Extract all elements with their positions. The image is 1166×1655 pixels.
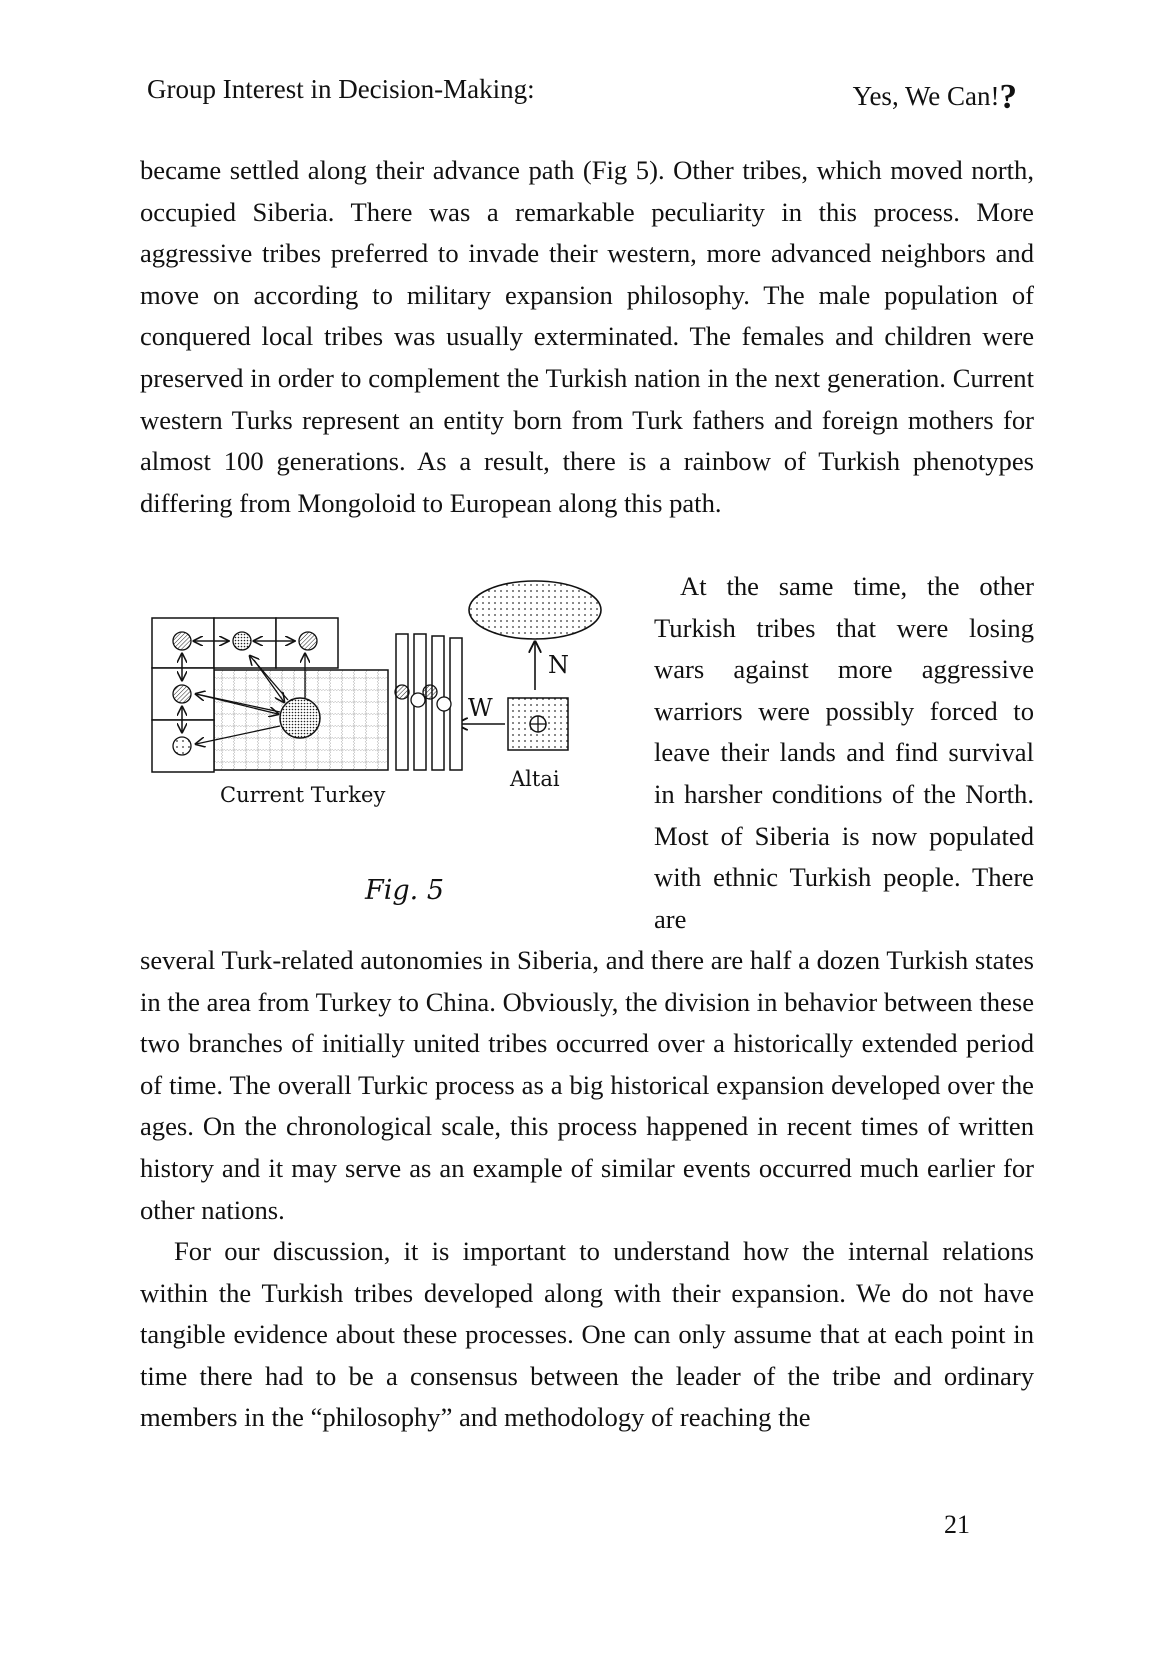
- header-subtitle: [853, 74, 1017, 114]
- paragraph-1: became settled along their advance path (Fig 5). Other tribes, which moved north, occupied Siberia. There was a remarkable peculiarity in this process. More aggressive tribes preferred to invade their western, more advanced neighbors and move on according to military expansion philosophy. The male population of conquered local tribes was usually exterminated. The females and children were preserved in order to complement the Turkish nation in the next generation. Current western Turks represent an entity born from Turk fathers and foreign mothers for almost 100 generations. As a result, there is a rainbow of Turkish phenotypes differing from Mongoloid to European along this path.: [140, 155, 1034, 518]
- label-west: W: [468, 694, 493, 722]
- header-question-mark: ?: [999, 77, 1017, 116]
- label-north: N: [548, 651, 569, 679]
- label-altai: Altai: [510, 767, 560, 791]
- siberia-region: [469, 581, 601, 639]
- page-number: 21: [944, 1510, 970, 1539]
- paragraph-2-wrapped: At the same time, the other Turkish tribes that were losing wars against more aggressive warriors were possibly forced to leave their lands and find survival in harsher conditions of the North. Most of Siberia is now populated with ethnic Turkish people. There are: [654, 571, 1034, 934]
- figure-caption: Fig. 5: [365, 875, 444, 906]
- header-title: Group Interest in Decision-Making:: [147, 74, 535, 104]
- paragraph-3: For our discussion, it is important to understand how the internal relations within the Turkish tribes developed along with their expansion. We do not have tangible evidence about these processes. One can only assume that at each point in time there had to be a consensus between the leader of the tribe and ordinary members in the “philosophy” and methodology of reaching the: [140, 1236, 1034, 1433]
- running-header: [147, 74, 1017, 114]
- main-tribe: [280, 698, 320, 738]
- figure-5: [150, 570, 640, 910]
- header-subtitle-text: Yes, We Can!: [852, 81, 1000, 111]
- paragraph-2-continued: several Turk-related autonomies in Siberia, and there are half a dozen Turkish states in the area from Turkey to China. Obviously, the division in behavior between these two branches of initially united tribes occurred over a historically extended period of time. The overall Turkic process as a big historical expansion developed over the ages. On the chronological scale, this process happened in recent times of written history and it may serve as an example of similar events occurred much earlier for other nations.: [140, 945, 1034, 1225]
- label-current-turkey: Current Turkey: [220, 783, 386, 807]
- migration-diagram: [150, 570, 640, 910]
